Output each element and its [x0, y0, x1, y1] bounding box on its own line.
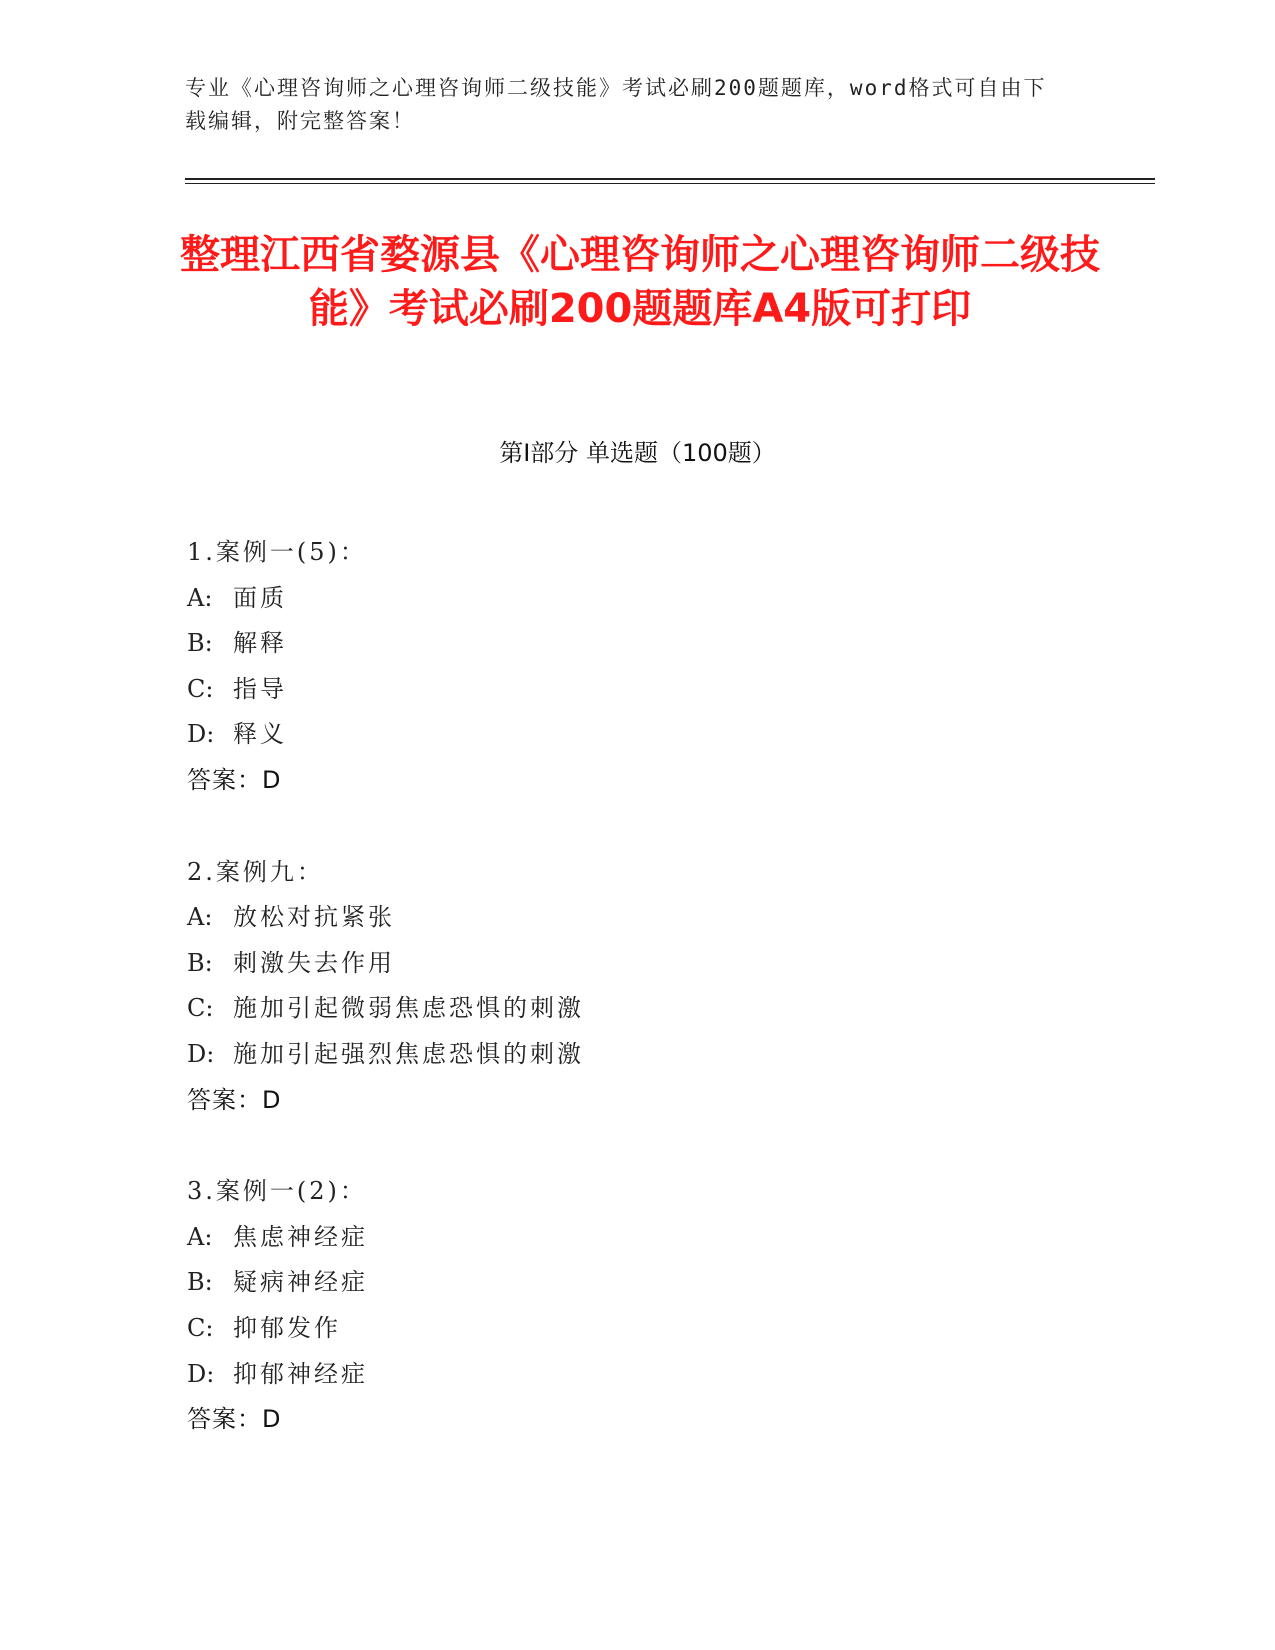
header-divider-thin: [185, 183, 1155, 184]
option-b: [187, 1260, 1087, 1306]
option-d: [187, 712, 1087, 758]
option-text: 施加引起强烈焦虑恐惧的刺激: [233, 1039, 584, 1068]
option-key: A:: [187, 903, 213, 932]
answer-line: 答案：D: [187, 1405, 282, 1434]
question-item: [187, 530, 1087, 804]
answer-line: 答案：D: [187, 1085, 282, 1114]
question-list: [187, 530, 1087, 1489]
option-a: [187, 576, 1087, 622]
option-text: 焦虑神经症: [233, 1222, 368, 1251]
section-heading: 第Ⅰ部分 单选题（100题）: [499, 439, 776, 467]
header-divider: [185, 178, 1155, 180]
option-key: B:: [187, 629, 213, 658]
option-text: 面质: [233, 583, 287, 612]
option-text: 刺激失去作用: [233, 948, 395, 977]
option-text: 疑病神经症: [233, 1268, 368, 1297]
question-item: [187, 1169, 1087, 1443]
option-key: A:: [187, 583, 213, 612]
option-key: B:: [187, 1268, 213, 1297]
option-a: [187, 895, 1087, 941]
option-key: C:: [187, 1313, 214, 1342]
option-key: D:: [187, 720, 215, 749]
option-d: [187, 1352, 1087, 1398]
option-a: [187, 1215, 1087, 1261]
question-item: [187, 850, 1087, 1124]
option-text: 解释: [233, 629, 287, 658]
option-key: C:: [187, 994, 214, 1023]
option-key: D:: [187, 1359, 215, 1388]
option-key: B:: [187, 948, 213, 977]
question-stem: 3.案例一(2)：: [187, 1177, 367, 1206]
option-c: [187, 986, 1087, 1032]
option-text: 抑郁发作: [233, 1313, 341, 1342]
answer-line: 答案：D: [187, 765, 282, 794]
option-text: 放松对抗紧张: [233, 903, 395, 932]
option-key: D:: [187, 1039, 215, 1068]
option-text: 施加引起微弱焦虑恐惧的刺激: [233, 994, 584, 1023]
option-c: [187, 1306, 1087, 1352]
option-text: 释义: [233, 720, 287, 749]
option-text: 指导: [233, 674, 287, 703]
option-key: C:: [187, 674, 214, 703]
option-b: [187, 941, 1087, 987]
header-note: 专业《心理咨询师之心理咨询师二级技能》考试必刷200题题库，word格式可自由下载编辑，附完整答案！: [185, 76, 1047, 133]
document-title: 整理江西省婺源县《心理咨询师之心理咨询师二级技能》考试必刷200题题库A4版可打印: [180, 232, 1100, 332]
option-text: 抑郁神经症: [233, 1359, 368, 1388]
option-b: [187, 621, 1087, 667]
option-c: [187, 667, 1087, 713]
option-d: [187, 1032, 1087, 1078]
option-key: A:: [187, 1222, 213, 1251]
question-stem: 1.案例一(5)：: [187, 538, 367, 566]
question-stem: 2.案例九：: [187, 857, 324, 886]
